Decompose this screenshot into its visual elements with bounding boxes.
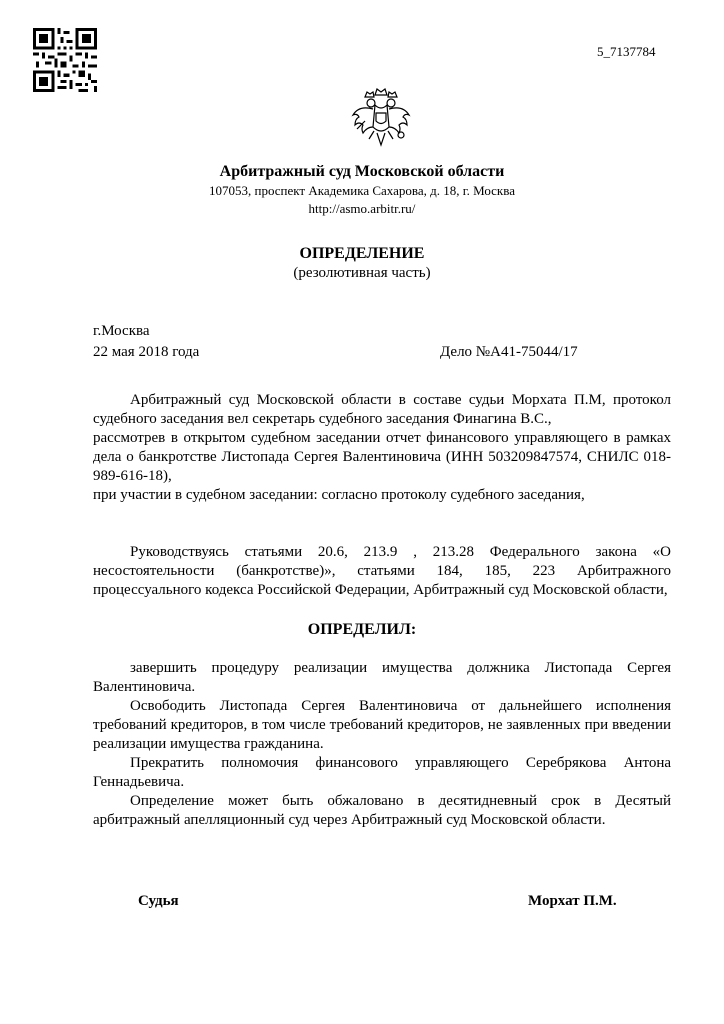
court-name: Арбитражный суд Московской области <box>219 163 505 180</box>
basis-section <box>93 543 671 600</box>
ruling-item: завершить процедуру реализации имущества должника Листопада Сергея Валентиновича. <box>93 660 671 695</box>
ruling-item: Прекратить полномочия финансового управляющего Серебрякова Антона Геннадьевича. <box>93 755 671 790</box>
ruling-section <box>93 659 671 830</box>
intro-paragraph-composition: Арбитражный суд Московской области в составе судьи Морхата П.М, протокол судебного заседания вел секретарь судебного заседания Финагина В.С., <box>93 392 671 427</box>
document-type-heading: ОПРЕДЕЛЕНИЕ <box>299 245 425 262</box>
judge-name: Морхат П.М. <box>528 893 617 909</box>
ruling-heading: ОПРЕДЕЛИЛ: <box>307 621 417 638</box>
qr-code-icon <box>33 28 97 92</box>
ruling-item: Определение может быть обжаловано в десятидневный срок в Десятый арбитражный апелляционный суд через Арбитражный суд Московской области. <box>93 793 671 828</box>
court-url: http://asmo.arbitr.ru/ <box>308 201 416 216</box>
basis-paragraph: Руководствуясь статьями 20.6, 213.9 , 213.28 Федерального закона «О несостоятельности (банкротстве)», статьями 184, 185, 223 Арбитражного процессуального кодекса Российской Федерации, Арбитражный суд Московской области, <box>93 544 671 598</box>
document-subtype: (резолютивная часть) <box>293 265 431 281</box>
intro-paragraph-subject: рассмотрев в открытом судебном заседании отчет финансового управляющего в рамках дела о банкротстве Листопада Сергея Валентиновича (ИНН 503209847574, СНИЛС 018-989-616-18), <box>93 430 671 484</box>
judge-label: Судья <box>138 893 179 909</box>
city: г.Москва <box>93 323 150 339</box>
document-id: 5_7137784 <box>597 44 656 59</box>
intro-paragraph-participants: при участии в судебном заседании: согласно протоколу судебного заседания, <box>93 487 585 503</box>
intro-section <box>93 391 671 505</box>
russian-coat-of-arms-icon <box>349 83 413 153</box>
ruling-item: Освободить Листопада Сергея Валентиновича от дальнейшего исполнения требований кредиторов, в том числе требований кредиторов, не заявленных при введении реализации имущества гражданина. <box>93 698 671 752</box>
court-address: 107053, проспект Академика Сахарова, д. 18, г. Москва <box>209 183 515 198</box>
decision-date: 22 мая 2018 года <box>93 344 200 360</box>
case-number: Дело №А41-75044/17 <box>440 344 578 360</box>
